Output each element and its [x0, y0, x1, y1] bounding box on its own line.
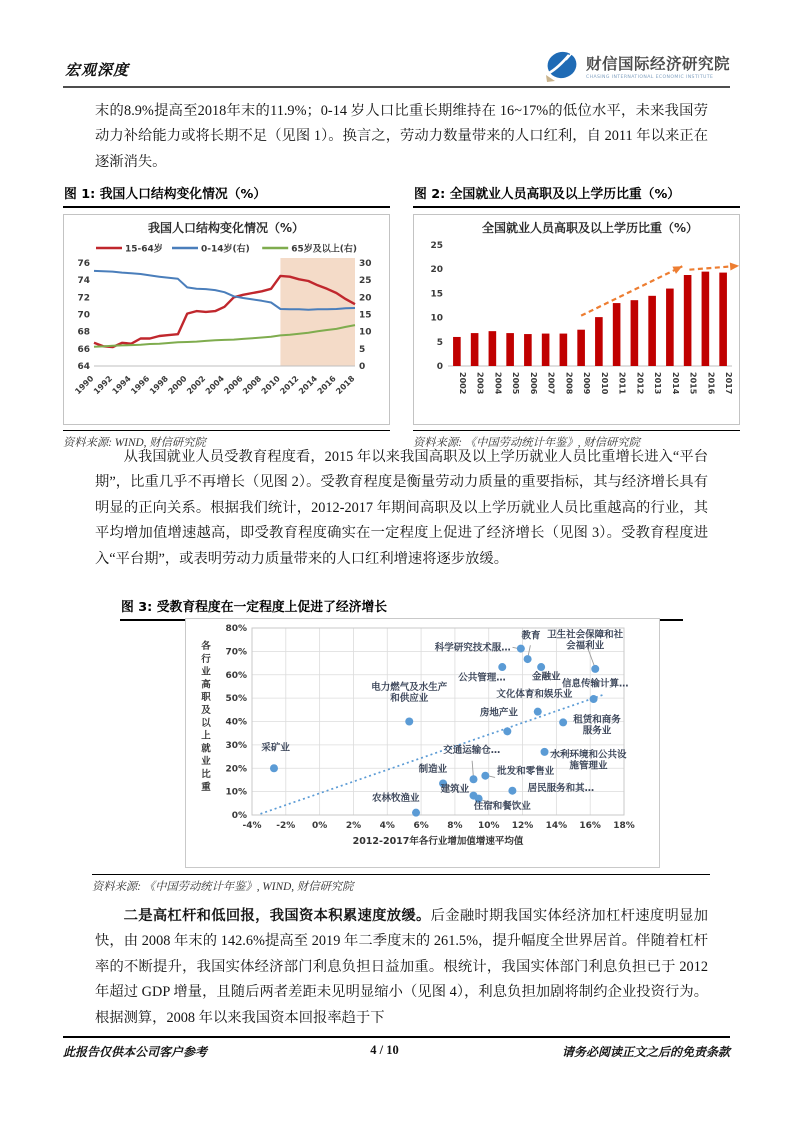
svg-text:70%: 70%: [225, 647, 247, 658]
svg-text:居民服务和其…: 居民服务和其…: [527, 783, 595, 795]
svg-text:2016: 2016: [315, 374, 338, 397]
svg-text:2000: 2000: [166, 374, 189, 397]
svg-text:比: 比: [201, 769, 211, 780]
svg-text:高: 高: [201, 679, 211, 691]
svg-text:租赁和商务服务业: 租赁和商务服务业: [573, 714, 621, 737]
svg-text:15-64岁: 15-64岁: [125, 244, 163, 255]
svg-text:30%: 30%: [225, 740, 247, 751]
svg-text:12%: 12%: [511, 821, 534, 831]
svg-text:20%: 20%: [225, 764, 247, 775]
svg-text:10: 10: [359, 327, 372, 338]
brand-text: [586, 52, 730, 80]
svg-text:2014: 2014: [670, 372, 680, 395]
svg-text:2006: 2006: [222, 374, 245, 397]
brand: [542, 48, 730, 84]
svg-text:及: 及: [201, 705, 211, 716]
svg-text:2010: 2010: [259, 374, 282, 397]
footer-right-note: 请务必阅读正文之后的免责条款: [561, 1045, 730, 1059]
figure-3: [92, 596, 683, 893]
svg-text:25: 25: [359, 276, 372, 287]
svg-text:批发和零售业: 批发和零售业: [497, 766, 555, 778]
svg-text:6%: 6%: [413, 821, 429, 831]
svg-text:2002: 2002: [185, 374, 208, 397]
svg-text:68: 68: [77, 327, 90, 338]
svg-text:0: 0: [359, 362, 366, 372]
svg-text:交通运输仓…: 交通运输仓…: [443, 745, 501, 757]
svg-text:0%: 0%: [311, 821, 328, 831]
svg-text:2007: 2007: [546, 372, 556, 395]
svg-text:10%: 10%: [477, 821, 500, 831]
svg-text:2009: 2009: [582, 372, 592, 395]
svg-text:住宿和餐饮业: 住宿和餐饮业: [473, 801, 531, 813]
svg-text:20: 20: [430, 265, 443, 276]
svg-text:金融业: 金融业: [531, 671, 561, 683]
svg-text:2004: 2004: [493, 372, 503, 395]
figure-1-chart-box: [63, 214, 390, 425]
svg-text:职: 职: [201, 692, 211, 704]
svg-text:2%: 2%: [345, 821, 362, 831]
svg-text:4%: 4%: [379, 821, 395, 831]
svg-text:采矿业: 采矿业: [261, 742, 290, 754]
svg-text:0%: 0%: [231, 811, 247, 821]
paragraph-3-lead: 二是高杠杆和低回报，我国资本积累速度放缓。: [123, 908, 431, 924]
svg-text:2017: 2017: [724, 372, 734, 395]
paragraph-3-rest: 后金融时期我国实体经济加杠杆速度明显加快，由 2008 年末的 142.6%提高至 2019 年二季度末的 261.5%，提升幅度全世界居首。伴随着杠杆率的不断提升，我国实体经济部门利息负担日益加重。根统计，我国实体部门利息负担已于 2012 年超过 GDP 增量，且随后两者差距未见明显缩小（见图 4），利息负担加剧将制约企业投资行为。根据测算，2008 年以来我国资本回报率趋于下: [95, 908, 709, 1026]
svg-text:10: 10: [430, 313, 443, 324]
svg-text:70: 70: [77, 310, 90, 321]
svg-text:2011: 2011: [617, 372, 627, 395]
svg-text:2016: 2016: [706, 372, 716, 395]
svg-text:2004: 2004: [203, 374, 226, 397]
svg-text:全国就业人员高职及以上学历比重（%）: 全国就业人员高职及以上学历比重（%）: [481, 221, 699, 235]
figure-2-chart-box: [413, 214, 740, 425]
svg-text:2003: 2003: [475, 372, 485, 395]
svg-text:74: 74: [77, 276, 90, 287]
svg-text:2012: 2012: [635, 372, 645, 395]
figure-1-caption: 图 1: 我国人口结构变化情况（%）: [63, 183, 390, 208]
svg-text:14%: 14%: [545, 821, 568, 831]
svg-text:10%: 10%: [225, 787, 247, 798]
svg-text:64: 64: [77, 362, 90, 372]
education-growth-scatter-chart: [186, 619, 659, 867]
paragraph-3: [95, 904, 708, 1031]
paragraph-1: 末的8.9%提高至2018年末的11.9%；0-14 岁人口比重长期维持在 16~17%的低位水平，未来我国劳动力补给能力或将长期不足（见图 1）。换言之，劳动力数量带来的人口红利，自 2011 年以来正在逐渐消失。: [95, 103, 708, 170]
svg-text:重: 重: [201, 781, 211, 793]
svg-text:水利环境和公共设施管理业: 水利环境和公共设施管理业: [550, 749, 627, 772]
svg-text:科学研究技术服…: 科学研究技术服…: [434, 642, 511, 654]
figure-1-source: 资料来源: WIND, 财信研究院: [63, 430, 390, 450]
svg-text:65岁及以上(右): 65岁及以上(右): [291, 244, 357, 255]
svg-text:房地产业: 房地产业: [479, 707, 518, 719]
svg-text:1992: 1992: [91, 374, 115, 397]
page-header: [63, 44, 730, 88]
svg-text:以: 以: [201, 717, 211, 729]
svg-text:2014: 2014: [297, 374, 320, 397]
svg-text:文化体育和娱乐业: 文化体育和娱乐业: [496, 688, 573, 700]
svg-text:1998: 1998: [147, 374, 170, 397]
svg-text:2008: 2008: [564, 372, 574, 395]
report-section-label: 宏观深度: [65, 61, 130, 79]
brand-tagline: CHASING INTERNATIONAL ECONOMIC INSTITUTE: [585, 75, 714, 80]
svg-text:2006: 2006: [528, 372, 538, 395]
svg-text:1994: 1994: [110, 374, 133, 397]
svg-text:2018: 2018: [334, 374, 357, 397]
paragraph-2: 从我国就业人员受教育程度看，2015 年以来我国高职及以上学历就业人员比重增长进入“平台期”，比重几乎不再增长（见图 2）。受教育程度是衡量劳动力质量的重要指标，其与经济增长具有明显的正向关系。根据我们统计，2012-2017 年期间高职及以上学历就业人员比重越高的行业，其平均增加值增速越高，即受教育程度确实在一定程度上促进了经济增长（见图 3）。受教育程度进入“平台期”，或表明劳动力质量带来的人口红利增速将逐步放缓。: [95, 449, 708, 567]
svg-text:公共管理…: 公共管理…: [458, 672, 506, 684]
svg-text:8%: 8%: [447, 821, 463, 831]
figure-2: [413, 183, 740, 450]
svg-text:5: 5: [359, 344, 366, 355]
svg-text:76: 76: [77, 259, 90, 269]
svg-text:业: 业: [201, 666, 211, 678]
figure-3-source: 资料来源: 《中国劳动统计年鉴》, WIND, 财信研究院: [92, 874, 710, 894]
svg-text:5: 5: [436, 337, 443, 348]
svg-text:2012-2017年各行业增加值增速平均值: 2012-2017年各行业增加值增速平均值: [352, 836, 524, 847]
page-number: 4 / 10: [370, 1043, 399, 1057]
svg-text:20: 20: [359, 293, 372, 304]
footer-left-note: 此报告仅供本公司客户参考: [63, 1045, 208, 1059]
svg-text:2005: 2005: [511, 372, 521, 395]
svg-text:18%: 18%: [613, 821, 635, 831]
svg-text:80%: 80%: [225, 624, 247, 634]
svg-text:40%: 40%: [225, 717, 247, 728]
population-structure-chart: [64, 215, 389, 420]
svg-text:-2%: -2%: [276, 821, 296, 831]
svg-text:信息传输计算…: 信息传输计算…: [561, 678, 629, 690]
figure-2-caption: 图 2: 全国就业人员高职及以上学历比重（%）: [413, 183, 740, 208]
svg-text:建筑业: 建筑业: [440, 784, 470, 796]
svg-text:2013: 2013: [653, 372, 663, 395]
svg-text:-4%: -4%: [242, 821, 262, 831]
page-footer: [63, 1036, 730, 1060]
svg-text:农林牧渔业: 农林牧渔业: [371, 792, 420, 804]
svg-text:60%: 60%: [225, 670, 247, 681]
svg-text:各: 各: [201, 641, 211, 652]
education-share-bar-chart: [414, 215, 739, 420]
svg-text:2002: 2002: [457, 372, 467, 395]
figure-1: [63, 183, 390, 450]
logo-icon: [542, 48, 580, 84]
svg-text:上: 上: [201, 730, 211, 742]
svg-text:16%: 16%: [579, 821, 601, 831]
svg-text:行: 行: [201, 653, 211, 665]
svg-text:1996: 1996: [129, 374, 152, 397]
svg-text:卫生社会保障和社会福利业: 卫生社会保障和社会福利业: [547, 629, 624, 652]
svg-text:电力燃气及水生产和供应业: 电力燃气及水生产和供应业: [371, 681, 448, 704]
svg-text:2008: 2008: [241, 374, 264, 397]
svg-text:66: 66: [77, 344, 90, 355]
svg-text:0-14岁(右): 0-14岁(右): [201, 244, 250, 255]
svg-text:教育: 教育: [521, 630, 541, 642]
svg-text:我国人口结构变化情况（%）: 我国人口结构变化情况（%）: [147, 221, 305, 235]
svg-text:2015: 2015: [688, 372, 698, 395]
svg-text:15: 15: [430, 289, 443, 300]
svg-text:25: 25: [430, 241, 443, 251]
svg-text:1990: 1990: [73, 374, 96, 397]
svg-text:15: 15: [359, 310, 372, 321]
figure-3-caption: 图 3: 受教育程度在一定程度上促进了经济增长: [120, 596, 683, 621]
svg-text:30: 30: [359, 259, 372, 269]
figure-3-chart-box: [185, 618, 660, 868]
svg-text:2010: 2010: [599, 372, 609, 395]
svg-text:制造业: 制造业: [418, 763, 448, 775]
svg-text:0: 0: [436, 362, 443, 372]
figure-2-source: 资料来源: 《中国劳动统计年鉴》, 财信研究院: [413, 430, 740, 450]
svg-text:72: 72: [77, 293, 90, 304]
svg-text:就: 就: [201, 743, 211, 755]
svg-text:业: 业: [201, 756, 211, 768]
svg-text:2012: 2012: [278, 374, 301, 397]
brand-name: 财信国际经济研究院: [585, 55, 730, 73]
svg-text:50%: 50%: [225, 694, 247, 705]
